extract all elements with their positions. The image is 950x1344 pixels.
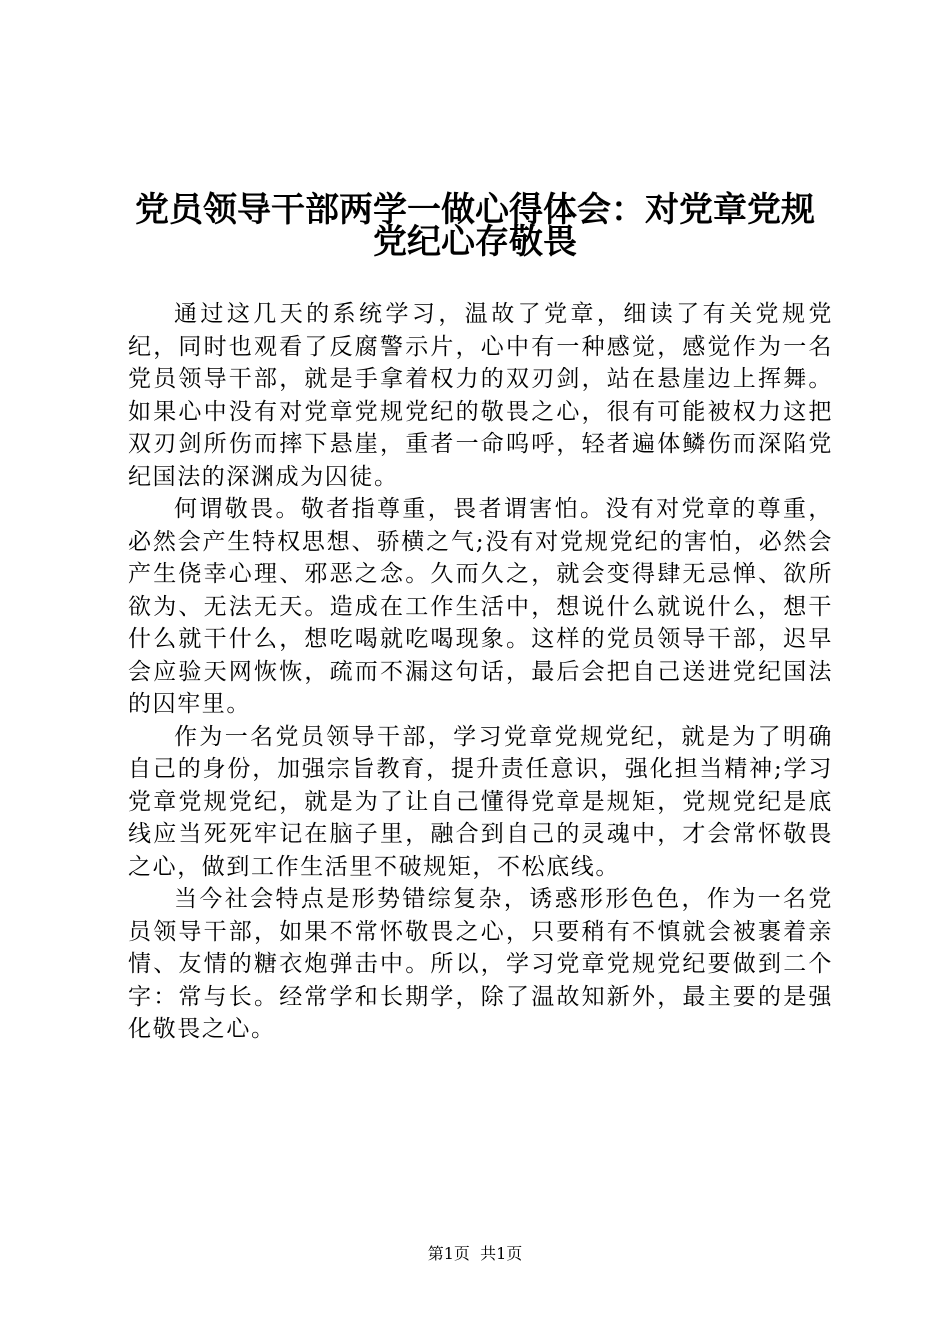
page-total: 共1页 — [480, 1244, 523, 1263]
paragraph-2: 何谓敬畏。敬者指尊重，畏者谓害怕。没有对党章的尊重，必然会产生特权思想、骄横之气;没有对党规党纪的害怕，必然会产生侥幸心理、邪恶之念。久而久之，就会变得肆无忌惮、欲所欲为、无法无天。造成在工作生活中，想说什么就说什么，想干什么就干什么，想吃喝就吃喝现象。这样的党员领导干部，迟早会应验天网恢恢，疏而不漏这句话，最后会把自己送进党纪国法的囚牢里。 — [128, 496, 833, 717]
paragraph-4: 当今社会特点是形势错综复杂，诱惑形形色色，作为一名党员领导干部，如果不常怀敬畏之心，只要稍有不慎就会被裹着亲情、友情的糖衣炮弹击中。所以，学习党章党规党纪要做到二个字：常与长。经常学和长期学，除了温故知新外，最主要的是强化敬畏之心。 — [128, 886, 833, 1042]
page-footer — [0, 1244, 950, 1264]
footer-separator — [470, 1244, 480, 1263]
document-title-line-1: 党员领导干部两学一做心得体会：对党章党规 — [135, 190, 815, 230]
page-number: 第1页 — [427, 1244, 470, 1263]
paragraph-1: 通过这几天的系统学习，温故了党章，细读了有关党规党纪，同时也观看了反腐警示片，心中有一种感觉，感觉作为一名党员领导干部，就是手拿着权力的双刃剑，站在悬崖边上挥舞。如果心中没有对党章党规党纪的敬畏之心，很有可能被权力这把双刃剑所伤而摔下悬崖，重者一命呜呼，轻者遍体鳞伤而深陷党纪国法的深渊成为囚徒。 — [128, 301, 833, 490]
document-body — [128, 298, 833, 1046]
paragraph-3: 作为一名党员领导干部，学习党章党规党纪，就是为了明确自己的身份，加强宗旨教育，提升责任意识，强化担当精神;学习党章党规党纪，就是为了让自己懂得党章是规矩，党规党纪是底线应当死死牢记在脑子里，融合到自己的灵魂中，才会常怀敬畏之心，做到工作生活里不破规矩，不松底线。 — [128, 723, 833, 880]
document-title-line-2: 党纪心存敬畏 — [373, 222, 577, 262]
